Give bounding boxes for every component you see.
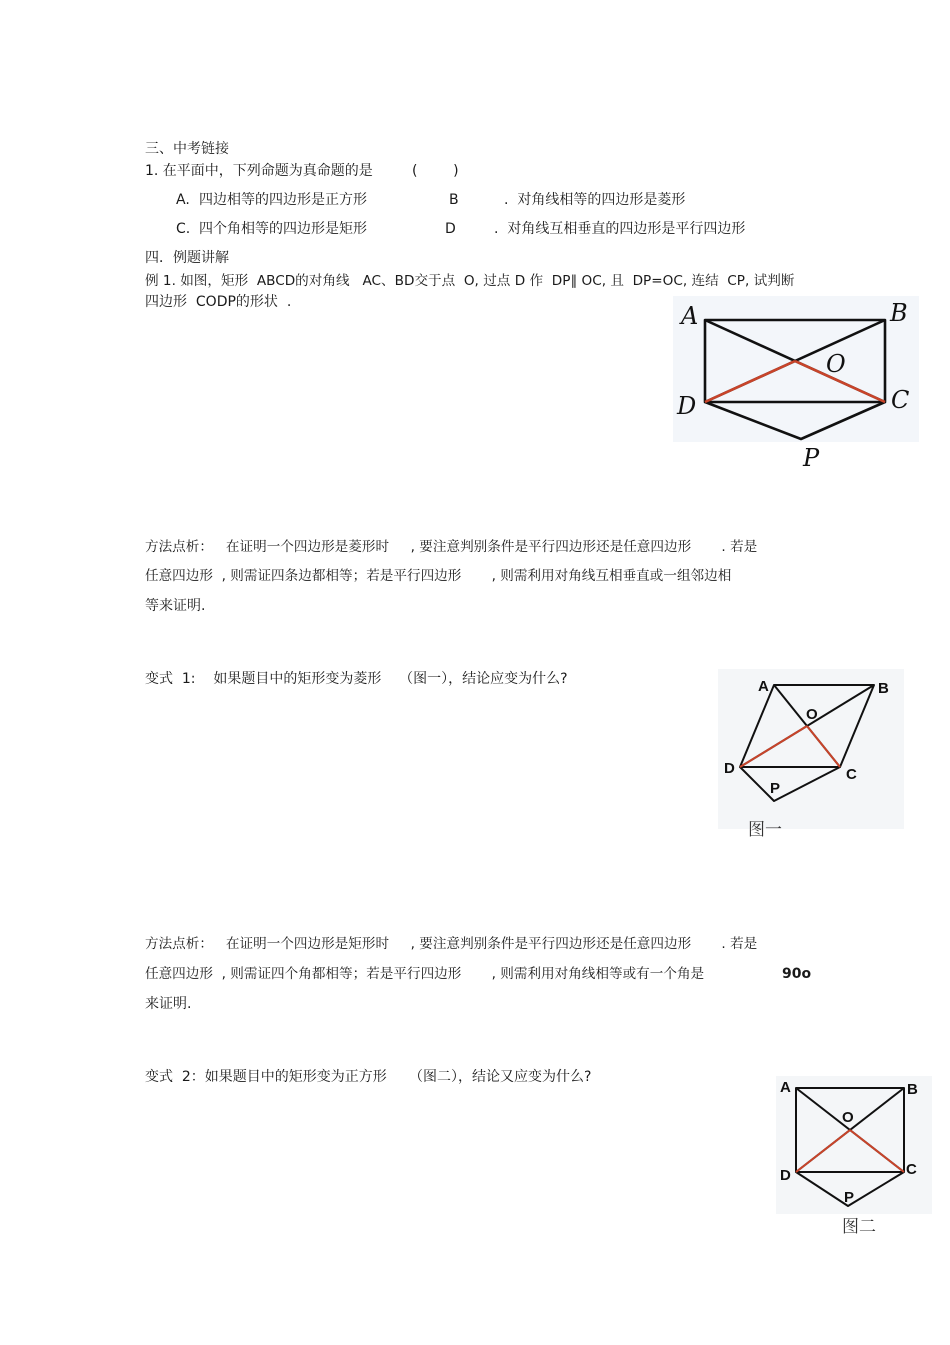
option-b-text: . 对角线相等的四边形是菱形 <box>504 192 686 208</box>
question-1-answer-paren: ( ) <box>412 163 459 179</box>
point-label-b: B <box>907 1081 918 1098</box>
figure-square <box>776 1076 932 1242</box>
point-label-a: A <box>758 678 769 695</box>
option-d-text: . 对角线互相垂直的四边形是平行四边形 <box>494 221 746 237</box>
point-label-a: A <box>681 302 699 330</box>
point-label-c: C <box>906 1161 917 1178</box>
point-label-a: A <box>780 1079 791 1096</box>
section-3-title: 三、中考链接 <box>145 141 229 157</box>
option-b-letter: B <box>449 192 459 208</box>
variant-1-text: 变式 1: 如果题目中的矩形变为菱形 （图一），结论应变为什么? <box>145 671 568 687</box>
option-d-letter: D <box>445 221 456 237</box>
method-1-line-2: 任意四边形 , 则需证四条边都相等；若是平行四边形 , 则需利用对角线互相垂直或一组邻边相 <box>145 568 732 584</box>
method-1-line-1: 方法点析： 在证明一个四边形是菱形时 , 要注意判别条件是平行四边形还是任意四边形 . 若是 <box>145 539 758 555</box>
variant-2-text: 变式 2：如果题目中的矩形变为正方形 （图二），结论又应变为什么? <box>145 1069 592 1085</box>
point-label-o: O <box>826 350 846 378</box>
option-a-letter: A. <box>176 192 190 208</box>
method-2-line-3: 来证明. <box>145 996 192 1012</box>
point-label-p: P <box>770 780 781 797</box>
figure-rhombus <box>718 669 904 841</box>
option-c-letter: C. <box>176 221 191 237</box>
point-label-b: B <box>878 680 889 697</box>
question-1-stem: 1. 在平面中，下列命题为真命题的是 <box>145 163 373 179</box>
method-1-line-3: 等来证明. <box>145 598 206 614</box>
figure-2-caption: 图二 <box>842 1217 876 1237</box>
point-label-b: B <box>890 299 908 327</box>
point-label-c: C <box>846 766 857 783</box>
point-label-d: D <box>677 392 697 420</box>
method-2-line-2: 任意四边形 , 则需证四个角都相等；若是平行四边形 , 则需利用对角线相等或有一个角是 <box>145 966 705 982</box>
point-label-p: P <box>803 444 820 472</box>
example-1-line-2: 四边形 CODP的形状 . <box>145 294 292 310</box>
section-4-title: 四．例题讲解 <box>145 250 229 266</box>
point-label-o: O <box>842 1109 854 1126</box>
example-1-line-1: 例 1. 如图，矩形 ABCD的对角线 AC、BD交于点 O, 过点 D 作 DP∥ OC, 且 DP=OC, 连结 CP, 试判断 <box>145 273 795 289</box>
point-label-c: C <box>891 386 910 414</box>
point-label-d: D <box>724 760 735 777</box>
figure-1-caption: 图一 <box>748 820 782 840</box>
method-2-degree: 90o <box>782 966 812 982</box>
point-label-p: P <box>844 1189 855 1206</box>
point-label-o: O <box>806 706 818 723</box>
method-2-line-1: 方法点析： 在证明一个四边形是矩形时 , 要注意判别条件是平行四边形还是任意四边形 . 若是 <box>145 936 758 952</box>
option-a-text: 四边相等的四边形是正方形 <box>199 192 367 208</box>
figure-rectangle <box>673 296 919 472</box>
option-c-text: 四个角相等的四边形是矩形 <box>199 221 367 237</box>
point-label-d: D <box>780 1167 791 1184</box>
